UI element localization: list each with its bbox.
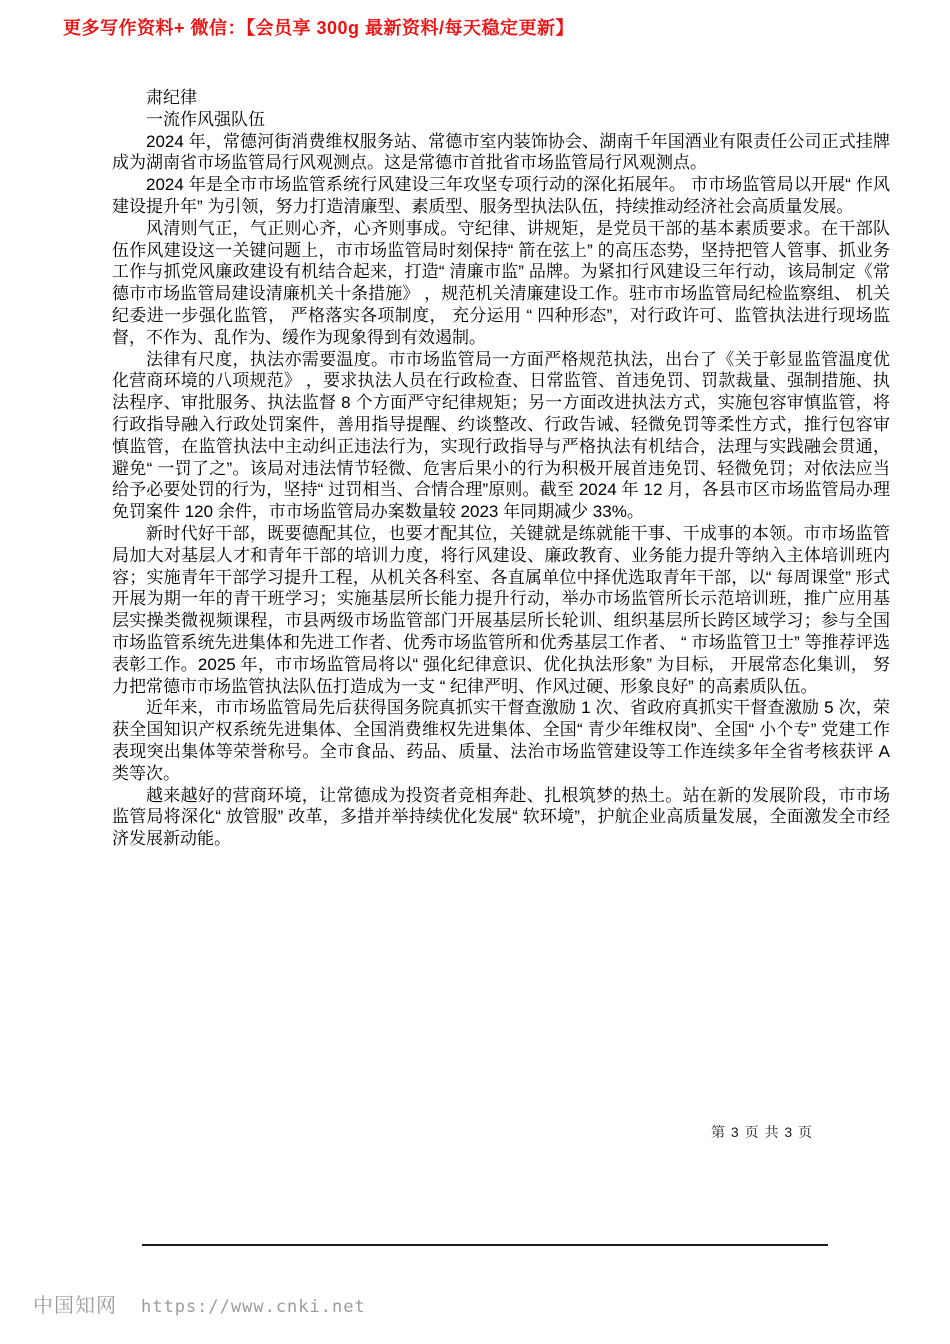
cnki-watermark (33, 1289, 366, 1318)
page-number: 第 3 页 共 3 页 (711, 1124, 814, 1140)
paragraph: 2024 年，常德河街消费维权服务站、常德市室内装饰协会、湖南千年国酒业有限责任公司正式挂牌成为湖南省市场监管局行风观测点。这是常德市首批省市场监管局行风观测点。 (112, 131, 890, 173)
paragraph: 风清则气正，气正则心齐，心齐则事成。守纪律、讲规矩，是党员干部的基本素质要求。在干部队伍作风建设这一关键问题上，市市场监管局时刻保持“ 箭在弦上” 的高压态势，坚持把管人管事、抓业务工作与抓党风廉政建设有机结合起来，打造“ 清廉市监” 品牌。为紧扣行风建设三年行动，该局制定《常德市市场监管局建设清廉机关十条措施》 ，规范机关清廉建设工作。驻市市场监管局纪检监察组、 机关纪委进一步强化监管， 严格落实各项制度， 充分运用 “ 四种形态”，对行政许可、监管执法进行现场监督，不作为、乱作为、缓作为现象得到有效遏制。 (112, 218, 890, 347)
body-line-continuation: 肃纪律 (146, 88, 197, 107)
paragraph: 2024 年是全市市场监管系统行风建设三年攻坚专项行动的深化拓展年。 市市场监管局以开展“ 作风建设提升年” 为引领，努力打造清廉型、素质型、服务型执法队伍，持续推动经济社会高质量发展。 (112, 175, 890, 216)
paragraph: 近年来，市市场监管局先后获得国务院真抓实干督查激励 1 次、省政府真抓实干督查激励 5 次，荣获全国知识产权系统先进集体、全国消费维权先进集体、全国“ 青少年维权岗”、全国“ 小个专” 党建工作表现突出集体等荣誉称号。全市食品、药品、质量、法治市场监管建设等工作连续多年全省考核获评 A 类等次。 (112, 698, 890, 783)
paragraph: 越来越好的营商环境，让常德成为投资者竞相奔赴、扎根筑梦的热土。站在新的发展阶段，市市场监管局将深化“ 放管服” 改革，多措并举持续优化发展“ 软环境”，护航企业高质量发展，全面激发全市经济发展新动能。 (112, 785, 890, 849)
cnki-site-name: 中国知网 (33, 1295, 117, 1317)
footer-divider-line (142, 1244, 828, 1246)
paragraph: 新时代好干部，既要德配其位，也要才配其位，关键就是练就能干事、干成事的本领。市市场监管局加大对基层人才和青年干部的培训力度，将行风建设、廉政教育、业务能力提升等纳入主体培训班内容；实施青年干部学习提升工程，从机关各科室、各直属单位中择优选取青年干部，以“ 每周课堂” 形式开展为期一年的青干班学习；实施基层所长能力提升行动，举办市场监管所长示范培训班，推广应用基层实操类微视频课程，市县两级市场监管部门开展基层所长轮训、组织基层所长跨区域学习；参与全国市场监管系统先进集体和先进工作者、优秀市场监管所和优秀基层工作者、 “ 市场监管卫士” 等推荐评选表彰工作。2025 年，市市场监管局将以“ 强化纪律意识、优化执法形象” 为目标， 开展常态化集训， 努力把常德市市场监管执法队伍打造成为一支 “ 纪律严明、作风过硬、形象良好” 的高素质队伍。 (112, 523, 890, 696)
cnki-url: https://www.cnki.net (141, 1297, 366, 1317)
paragraph: 法律有尺度，执法亦需要温度。市市场监管局一方面严格规范执法，出台了《关于彰显监管温度优化营商环境的八项规范》 ，要求执法人员在行政检查、日常监管、首违免罚、罚款裁量、强制措施、执法程序、审批服务、执法监督 8 个方面严守纪律规矩；另一方面改进执法方式，实施包容审慎监管，将行政指导融入行政处罚案件，善用指导提醒、约谈整改、行政告诫、轻微免罚等柔性方式，推行包容审慎监管，在监管执法中主动纠正违法行为，实现行政指导与严格执法有机结合，法理与实践融会贯通，避免“ 一罚了之”。该局对违法情节轻微、危害后果小的行为积极开展首违免罚、轻微免罚；对依法应当给予必要处罚的行为，坚持“ 过罚相当、合情合理”原则。截至 2024 年 12 月，各县市区市场监管局办理免罚案件 120 余件，市市场监管局办案数量较 2023 年同期减少 33%。 (112, 349, 890, 522)
promo-header-note: 更多写作资料+ 微信：【会员享 300g 最新资料/每天稳定更新】 (63, 18, 575, 38)
document-body (112, 87, 890, 850)
body-subtitle-line: 一流作风强队伍 (146, 109, 265, 129)
